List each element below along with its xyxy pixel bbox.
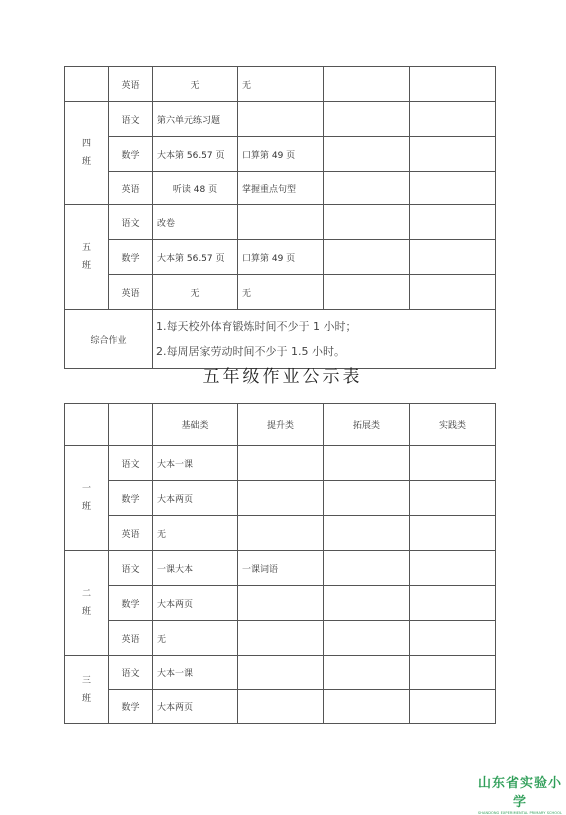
advanced-cell [238,205,324,240]
subject-cell: 英语 [109,172,153,205]
table-row [65,172,496,205]
class-label-char: 三 [81,675,91,686]
class-label-char: 班 [81,502,91,512]
basic-cell: 大本第 56.57 页 [153,137,238,172]
class-label-char: 二 [81,589,91,599]
practice-cell [410,586,496,621]
table-header-row [65,404,496,446]
table-row [65,551,496,586]
advanced-cell [238,481,324,516]
basic-cell: 听读 48 页 [153,172,238,205]
extended-cell [324,102,410,137]
practice-cell [410,446,496,481]
subject-cell: 语文 [109,656,153,690]
extended-cell [324,205,410,240]
extended-cell [324,516,410,551]
advanced-cell [238,516,324,551]
extended-cell [324,172,410,205]
table-row [65,656,496,690]
practice-cell [410,275,496,310]
table-row [65,586,496,621]
subject-cell: 数学 [109,481,153,516]
table-row [65,137,496,172]
class-label-5 [65,205,109,310]
basic-cell: 无 [153,275,238,310]
advanced-cell: 口算第 49 页 [238,137,324,172]
homework-table-continued [64,66,496,369]
basic-cell: 无 [153,516,238,551]
advanced-cell [238,656,324,690]
comprehensive-line: 1.每天校外体育锻炼时间不少于 1 小时； [156,320,357,333]
header-practice: 实践类 [410,404,496,446]
class-label-char: 班 [81,157,91,167]
subject-cell: 英语 [109,67,153,102]
advanced-cell [238,102,324,137]
class-label-1 [65,446,109,551]
class-label-2 [65,551,109,656]
advanced-cell [238,621,324,656]
practice-cell [410,551,496,586]
header-extended: 拓展类 [324,404,410,446]
comprehensive-label: 综合作业 [65,310,153,369]
subject-cell: 语文 [109,446,153,481]
comprehensive-content [153,310,496,369]
class-label-char: 班 [81,693,91,704]
class-label-3 [65,656,109,724]
extended-cell [324,446,410,481]
advanced-cell [238,690,324,724]
subject-cell: 语文 [109,551,153,586]
advanced-cell [238,446,324,481]
table-row [65,310,496,369]
table-row [65,205,496,240]
practice-cell [410,481,496,516]
advanced-cell [238,586,324,621]
basic-cell: 改卷 [153,205,238,240]
class-label-char: 班 [81,261,91,271]
advanced-cell: 无 [238,67,324,102]
table-row [65,690,496,724]
subject-cell: 数学 [109,586,153,621]
basic-cell: 大本第 56.57 页 [153,240,238,275]
subject-cell: 数学 [109,690,153,724]
subject-cell: 英语 [109,621,153,656]
advanced-cell: 无 [238,275,324,310]
header-basic: 基础类 [153,404,238,446]
table-row [65,621,496,656]
subject-cell: 英语 [109,275,153,310]
advanced-cell: 掌握重点句型 [238,172,324,205]
class-cell [65,67,109,102]
extended-cell [324,275,410,310]
comprehensive-line: 2.每周居家劳动时间不少于 1.5 小时。 [156,345,345,358]
practice-cell [410,205,496,240]
grade5-homework-table [64,403,496,724]
practice-cell [410,172,496,205]
class-label-4 [65,102,109,205]
basic-cell: 大本一课 [153,656,238,690]
extended-cell [324,586,410,621]
extended-cell [324,137,410,172]
class-label-char: 一 [81,484,91,494]
practice-cell [410,516,496,551]
table-row [65,446,496,481]
practice-cell [410,621,496,656]
subject-cell: 英语 [109,516,153,551]
practice-cell [410,67,496,102]
extended-cell [324,690,410,724]
basic-cell: 大本两页 [153,481,238,516]
basic-cell: 无 [153,621,238,656]
basic-cell: 大本两页 [153,690,238,724]
extended-cell [324,481,410,516]
extended-cell [324,240,410,275]
table-row [65,275,496,310]
table-row [65,516,496,551]
extended-cell [324,551,410,586]
practice-cell [410,690,496,724]
basic-cell: 无 [153,67,238,102]
practice-cell [410,656,496,690]
practice-cell [410,137,496,172]
table-row [65,481,496,516]
school-logo-cn: 山东省实验小学 [477,776,562,810]
advanced-cell: 口算第 49 页 [238,240,324,275]
extended-cell [324,656,410,690]
extended-cell [324,621,410,656]
advanced-cell: 一课词语 [238,551,324,586]
class-label-char: 班 [81,607,91,617]
table-row [65,240,496,275]
subject-cell: 语文 [109,102,153,137]
basic-cell: 大本两页 [153,586,238,621]
class-label-char: 五 [81,243,91,253]
basic-cell: 第六单元练习题 [153,102,238,137]
header-advanced: 提升类 [238,404,324,446]
practice-cell [410,240,496,275]
extended-cell [324,67,410,102]
grade5-title: 五年级作业公示表 [202,367,363,387]
table-row [65,102,496,137]
header-blank [109,404,153,446]
school-logo [474,772,566,815]
class-label-char: 四 [81,139,91,149]
table-row [65,67,496,102]
basic-cell: 一课大本 [153,551,238,586]
header-blank [65,404,109,446]
basic-cell: 大本一课 [153,446,238,481]
subject-cell: 语文 [109,205,153,240]
subject-cell: 数学 [109,240,153,275]
school-logo-en: SHANDONG EXPERIMENTAL PRIMARY SCHOOL [477,811,563,815]
subject-cell: 数学 [109,137,153,172]
practice-cell [410,102,496,137]
